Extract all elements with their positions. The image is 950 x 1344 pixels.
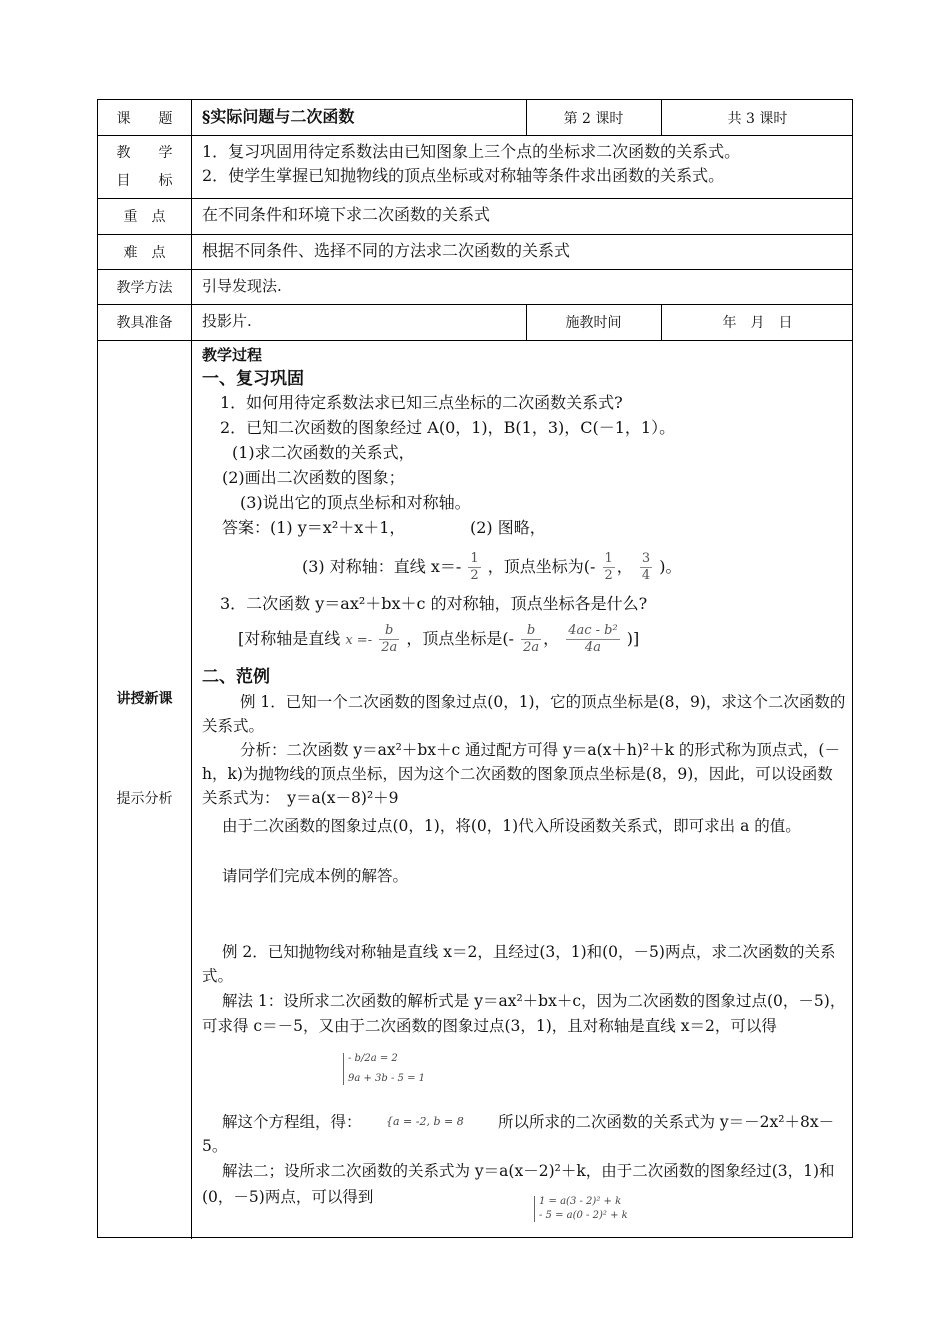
topic-label: 课 题: [116, 111, 173, 127]
row-divider: [98, 198, 852, 199]
row-divider: [98, 304, 852, 305]
goals-label-bottom: 目 标: [116, 173, 173, 189]
goal-line-2: 2．使学生掌握已知抛物线的顶点坐标或对称轴等条件求出函数的关系式。: [202, 166, 725, 185]
difficulty-label: 难 点: [123, 245, 166, 261]
date-field: 年 月 日: [722, 315, 793, 331]
fraction: $\frac{b}{2a}$: [381, 623, 398, 655]
question-1: 1．如何用待定系数法求已知三点坐标的二次函数关系式?: [220, 393, 623, 412]
row-divider: [98, 340, 852, 341]
solution-1: 解法 1：设所求二次函数的解析式是 y＝ax²＋bx＋c，因为二次函数的图象过点(0，－5)，可求得 c＝－5，又由于二次函数的图象过点(3，1)，且对称轴是直线 x＝2，可以得: [202, 992, 846, 1035]
equation-system-2: 1 = a(3 - 2)² + k - 5 = a(0 - 2)² + k: [534, 1196, 628, 1222]
example-2: 例 2．已知抛物线对称轴是直线 x＝2，且经过(3，1)和(0，－5)两点，求二次函数的关系式。: [202, 943, 836, 985]
solution-1-solve: 解这个方程组，得：: [222, 1113, 362, 1131]
fraction: $\frac{b}{2a}$: [523, 623, 540, 655]
answer-1: 答案：(1) y＝x²＋x＋1，: [222, 518, 406, 537]
total-lessons: 共 3 课时: [727, 111, 788, 127]
row-divider: [98, 135, 852, 136]
tools-text: 投影片.: [202, 312, 252, 330]
answer-3: (3) 对称轴：直线 x＝- $\frac{1}{2}$ ，顶点坐标为(- $\frac{1}{2}$ ， $\frac{3}{4}$ )。: [302, 551, 682, 583]
row-divider: [98, 234, 852, 235]
solution-1-result: {a = -2, b = 8: [386, 1115, 464, 1128]
solution-1-answer: 所以所求的二次函数的关系式为 y＝－2x²＋8x－5。: [202, 1113, 835, 1155]
question-2c: (3)说出它的顶点坐标和对称轴。: [240, 493, 471, 512]
section-review: 一、复习巩固: [202, 369, 304, 389]
answer-2: (2) 图略，: [470, 518, 546, 537]
side-label-new-lesson: 讲授新课: [116, 691, 173, 707]
fraction: $\frac{\text{4ac - b²}}{4a}$: [568, 623, 618, 655]
equation-system-1: - b/2a = 2 9a + 3b - 5 = 1: [343, 1053, 425, 1085]
solution-2: 解法二；设所求二次函数的关系式为 y＝a(x－2)²＋k，由于二次函数的图象经过(3，1)和(0，－5)两点，可以得到: [202, 1162, 835, 1206]
key-point-label: 重 点: [123, 209, 166, 225]
time-label: 施教时间: [565, 315, 622, 331]
goal-line-1: 1．复习巩固用待定系数法由已知图象上三个点的坐标求二次函数的关系式。: [202, 142, 741, 161]
difficulty-text: 根据不同条件、选择不同的方法求二次函数的关系式: [202, 241, 571, 260]
example-1-exercise: 请同学们完成本例的解答。: [222, 867, 409, 885]
question-2b: (2)画出二次函数的图象；: [222, 468, 405, 487]
method-text: 引导发现法.: [202, 277, 282, 295]
question-3: 3．二次函数 y＝ax²＋bx＋c 的对称轴，顶点坐标各是什么?: [220, 594, 648, 613]
topic-title: §实际问题与二次函数: [202, 107, 355, 126]
side-label-hint: 提示分析: [116, 791, 173, 807]
lesson-number: 第 2 课时: [563, 111, 624, 127]
col-divider: [191, 100, 192, 1239]
answer-3-vertex: ，顶点坐标为(-: [487, 557, 596, 576]
goals-label-top: 教 学: [116, 145, 173, 161]
question-2: 2．已知二次函数的图象经过 A(0，1)，B(1，3)，C(－1，1）。: [220, 418, 676, 437]
question-2a: (1)求二次函数的关系式，: [232, 443, 415, 462]
answer-3-axis: (3) 对称轴：直线 x＝-: [302, 557, 462, 576]
process-title: 教学过程: [202, 346, 263, 364]
fraction: $\frac{3}{4}$: [641, 551, 651, 583]
fraction: $\frac{1}{2}$: [604, 551, 613, 583]
tools-label: 教具准备: [116, 315, 173, 331]
section-examples: 二、范例: [202, 667, 270, 687]
fraction: $\frac{1}{2}$: [470, 551, 479, 583]
method-label: 教学方法: [116, 280, 173, 296]
lesson-plan-table: [97, 99, 853, 1238]
example-1: 例 1．已知一个二次函数的图象过点(0，1)，它的顶点坐标是(8，9)，求这个二次函数的关系式。: [202, 693, 846, 735]
example-1-analysis: 分析：二次函数 y＝ax²＋bx＋c 通过配方可得 y＝a(x＋h)²＋k 的形式称为顶点式，(－h，k)为抛物线的顶点坐标，因为这个二次函数的图象顶点坐标是(8，9)，因此，可以设函数关系式为： y＝a(x－8)²＋9: [202, 741, 840, 807]
example-1-substitution: 由于二次函数的图象过点(0，1)，将(0，1)代入所设函数关系式，即可求出 a 的值。: [222, 817, 801, 835]
question-3-answer: [对称轴是直线 x =- $\frac{b}{2a}$ ，顶点坐标是(- $\frac{b}{2a}$ ， $\frac{\text{4ac - b²}}{4a}$ )]: [238, 623, 640, 655]
row-divider: [98, 269, 852, 270]
key-point-text: 在不同条件和环境下求二次函数的关系式: [202, 205, 491, 224]
